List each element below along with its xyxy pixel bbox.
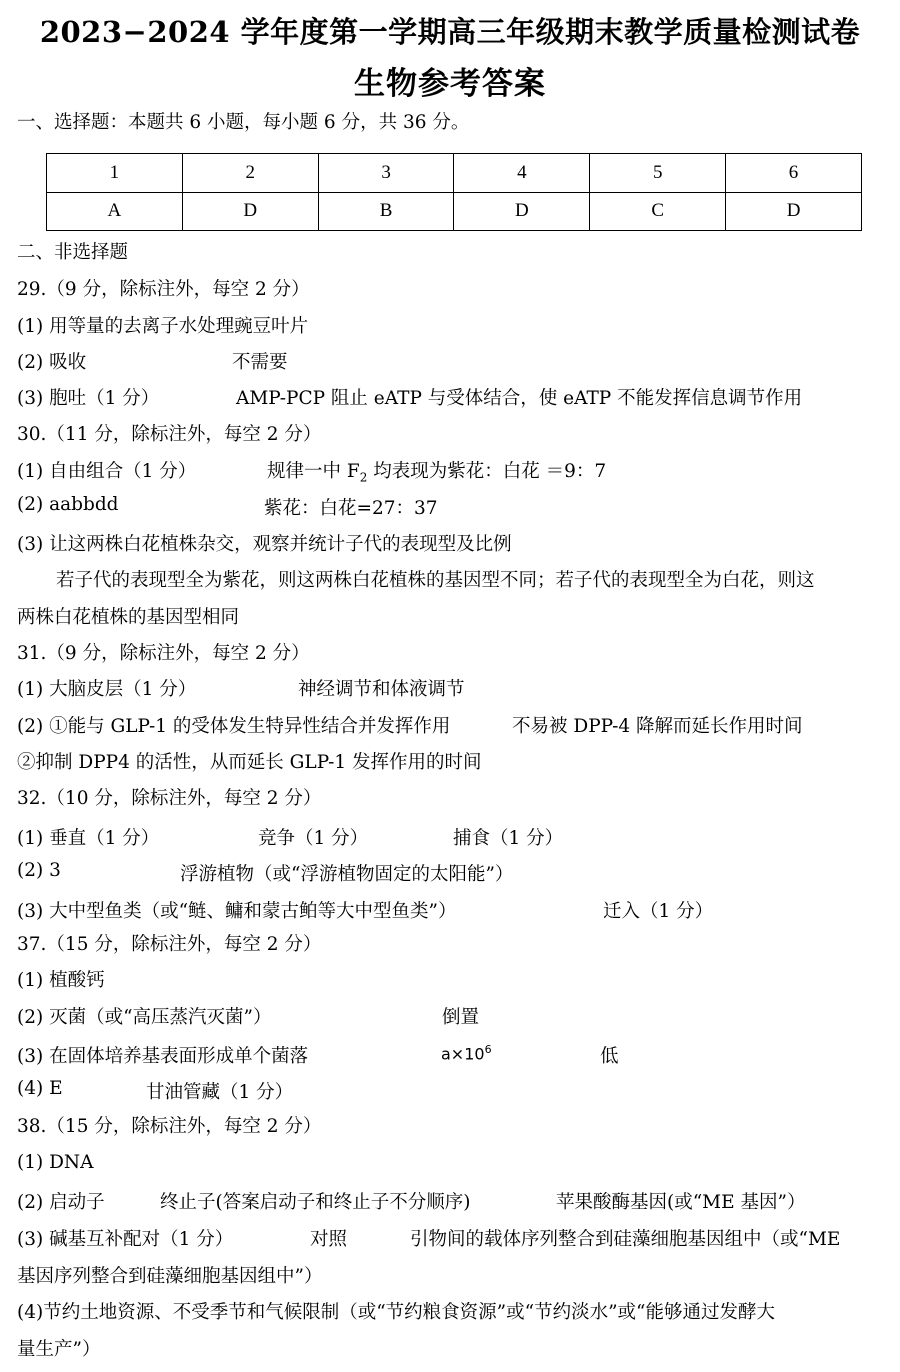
section2-heading: 二、非选择题 [17, 242, 129, 263]
q31-answer-2b: 不易被 DPP-4 降解而延长作用时间 [512, 716, 803, 737]
table-cell: 4 [454, 154, 590, 193]
q38-answer-2c: 苹果酸酶基因(或“ME 基因”） [556, 1192, 806, 1213]
answer-table [46, 153, 862, 231]
q37-answer-3: (3) 在固体培养基表面形成单个菌落 [17, 1046, 309, 1067]
table-cell: D [182, 192, 318, 231]
q30-answer-1b: 规律一中 $F_2$ 均表现为紫花：白花 ＝9：7 [267, 461, 607, 485]
q38-answer-3b: 对照 [310, 1229, 348, 1250]
q37-answer-3b: $a\times 10^6$ [441, 1043, 492, 1064]
q37-heading: 37.（15 分，除标注外，每空 2 分） [17, 934, 322, 955]
q32-answer-2: (2) 3 [17, 860, 61, 881]
q31-answer-1: (1) 大脑皮层（1 分） [17, 679, 197, 700]
q38-answer-4: (4)节约土地资源、不受季节和气候限制（或“节约粮食资源”或“节约淡水”或“能够通过发酵大 [17, 1302, 775, 1323]
q29-answer-2b: 不需要 [232, 352, 288, 373]
q32-answer-1b: 竞争（1 分） [258, 828, 369, 849]
table-cell: 3 [318, 154, 454, 193]
q37-answer-3c: 低 [600, 1046, 619, 1067]
q32-answer-3: (3) 大中型鱼类（或“鲢、鳙和蒙古鲌等大中型鱼类”） [17, 901, 457, 922]
table-cell: D [726, 192, 862, 231]
q38-answer-2b: 终止子(答案启动子和终止子不分顺序) [160, 1192, 471, 1213]
table-cell: 1 [47, 154, 183, 193]
q29-answer-1: (1) 用等量的去离子水处理豌豆叶片 [17, 316, 309, 337]
q30-answer-2b: 紫花：白花=27：37 [264, 498, 438, 519]
table-cell: B [318, 192, 454, 231]
q37-answer-2: (2) 灭菌（或“高压蒸汽灭菌”） [17, 1007, 272, 1028]
q38-answer-4b: 量生产”） [17, 1339, 101, 1360]
q30-answer-1: (1) 自由组合（1 分） [17, 461, 197, 482]
table-cell: D [454, 192, 590, 231]
q38-answer-2: (2) 启动子 [17, 1192, 105, 1213]
q31-answer-2: (2) ①能与 GLP-1 的受体发生特异性结合并发挥作用 [17, 716, 451, 737]
document-subtitle: 生物参考答案 [354, 66, 546, 102]
q30-answer-2: (2) aabbdd [17, 494, 119, 515]
q29-heading: 29.（9 分，除标注外，每空 2 分） [17, 279, 310, 300]
q31-answer-2c: ②抑制 DPP4 的活性，从而延长 GLP-1 发挥作用的时间 [17, 752, 482, 773]
q37-answer-4b: 甘油管藏（1 分） [146, 1082, 294, 1103]
q30-answer-3-conclusion-cont: 两株白花植株的基因型相同 [17, 607, 240, 628]
q32-answer-3b: 迁入（1 分） [603, 901, 714, 922]
table-cell: 2 [182, 154, 318, 193]
q31-heading: 31.（9 分，除标注外，每空 2 分） [17, 643, 310, 664]
table-row-answers [47, 192, 862, 231]
q32-answer-2b: 浮游植物（或“浮游植物固定的太阳能”） [180, 864, 514, 885]
q38-answer-3: (3) 碱基互补配对（1 分） [17, 1229, 234, 1250]
q37-answer-1: (1) 植酸钙 [17, 970, 105, 991]
q38-answer-1: (1) DNA [17, 1152, 94, 1173]
q29-answer-3: (3) 胞吐（1 分） [17, 388, 160, 409]
q37-answer-2b: 倒置 [442, 1007, 480, 1028]
q29-answer-2: (2) 吸收 [17, 352, 87, 373]
q30-heading: 30.（11 分，除标注外，每空 2 分） [17, 424, 322, 445]
table-cell: A [47, 192, 183, 231]
q38-answer-3d: 基因序列整合到硅藻细胞基因组中”） [17, 1266, 323, 1287]
q32-heading: 32.（10 分，除标注外，每空 2 分） [17, 788, 322, 809]
table-cell: 6 [726, 154, 862, 193]
q32-answer-1c: 捕食（1 分） [453, 828, 564, 849]
q38-answer-3c: 引物间的载体序列整合到硅藻细胞基因组中（或“ME [410, 1229, 841, 1250]
q29-answer-3b: AMP-PCP 阻止 eATP 与受体结合，使 eATP 不能发挥信息调节作用 [236, 388, 803, 409]
section1-heading: 一、选择题：本题共 6 小题，每小题 6 分，共 36 分。 [17, 112, 470, 133]
q30-answer-3: (3) 让这两株白花植株杂交，观察并统计子代的表现型及比例 [17, 534, 512, 555]
q32-answer-1: (1) 垂直（1 分） [17, 828, 160, 849]
q37-answer-4: (4) E [17, 1078, 63, 1099]
q30-answer-3-conclusion: 若子代的表现型全为紫花，则这两株白花植株的基因型不同；若子代的表现型全为白花，则这 [56, 570, 815, 591]
q38-heading: 38.（15 分，除标注外，每空 2 分） [17, 1116, 322, 1137]
table-cell: 5 [590, 154, 726, 193]
q31-answer-1b: 神经调节和体液调节 [298, 679, 465, 700]
table-row-numbers [47, 154, 862, 193]
table-cell: C [590, 192, 726, 231]
document-title: 2023−2024 学年度第一学期高三年级期末教学质量检测试卷 [39, 15, 861, 49]
